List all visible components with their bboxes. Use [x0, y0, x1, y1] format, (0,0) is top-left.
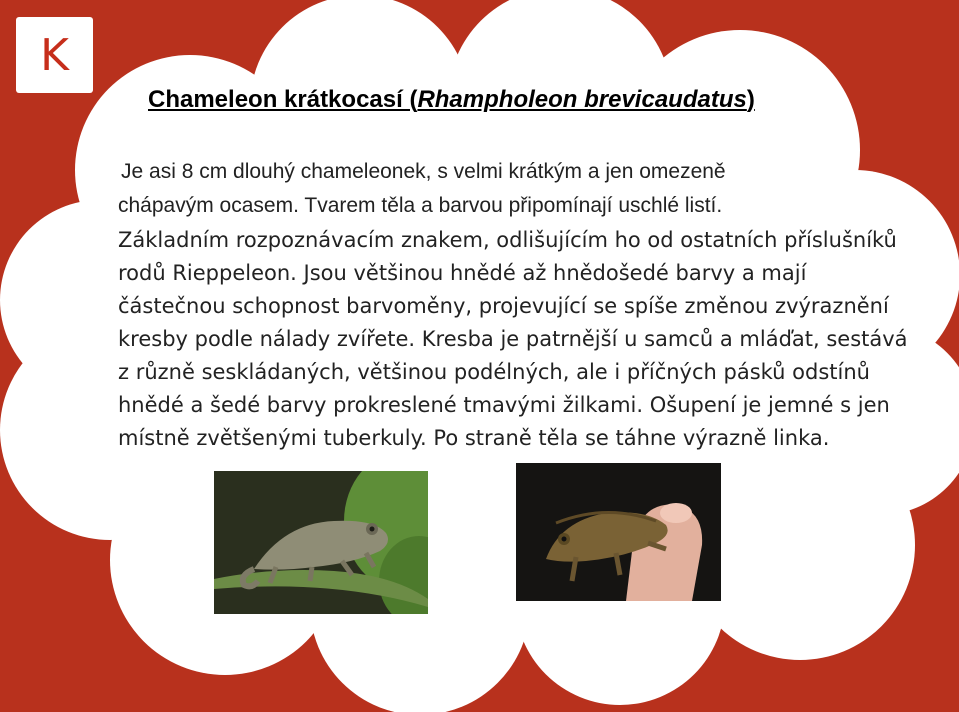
slide-letter-badge: K [16, 17, 93, 93]
description-line: částečnou schopnost barvoměny, projevující se spíše změnou zvýraznění [118, 294, 889, 318]
description-line: rodů Rieppeleon. Jsou většinou hnědé až hnědošedé barvy a mají [118, 261, 807, 285]
description-line: chápavým ocasem. Tvarem těla a barvou připomínají uschlé listí. [118, 194, 723, 217]
title-prefix: Chameleon krátkocasí ( [148, 86, 418, 113]
description-line: Je asi 8 cm dlouhý chameleonek, s velmi krátkým a jen omezeně [121, 160, 726, 183]
description-line: místně zvětšenými tuberkuly. Po straně těla se táhne výrazně linka. [118, 426, 830, 450]
title-latin-name: Rhampholeon brevicaudatus [417, 86, 747, 113]
description-line: Základním rozpoznávacím znakem, odlišujícím ho od ostatních příslušníků [118, 228, 897, 252]
chameleon-on-finger-photo [516, 463, 721, 601]
chameleon-on-branch-photo [214, 471, 428, 614]
page-title [148, 86, 755, 114]
description-line: kresby podle nálady zvířete. Kresba je patrnější u samců a mláďat, sestává [118, 327, 908, 351]
description-line: z různě seskládaných, většinou podélných, ale i příčných pásků odstínů [118, 360, 870, 384]
description-line: hnědé a šedé barvy prokreslené tmavými žilkami. Ošupení je jemné s jen [118, 393, 890, 417]
title-suffix: ) [746, 86, 755, 113]
